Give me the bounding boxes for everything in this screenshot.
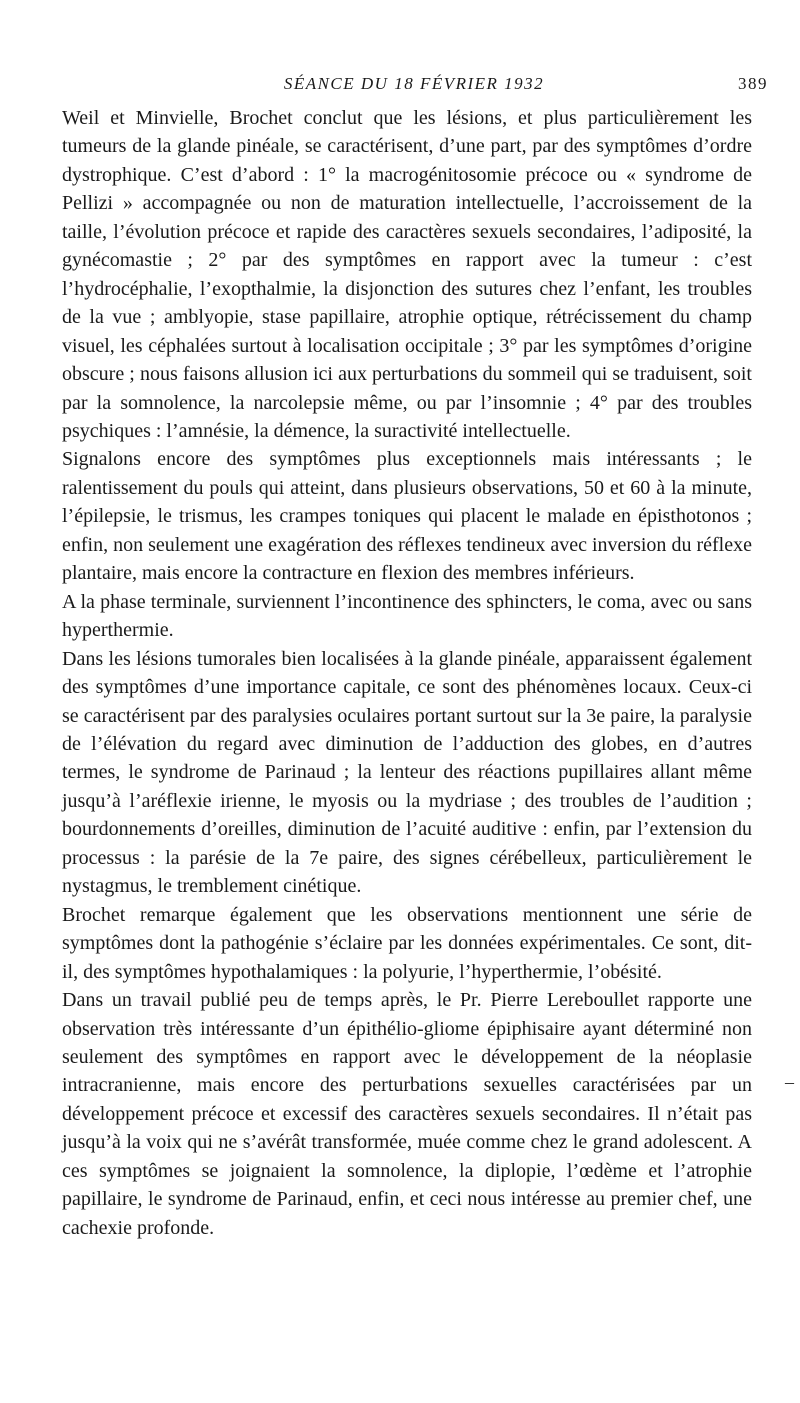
body-text (62, 104, 752, 1242)
paragraph-1: Weil et Minvielle, Brochet conclut que les lésions, et plus particulièrement les tumeurs de la glande pinéale, se caractérisent, d’une part, par des symptômes d’ordre dystrophique. C’est d’abord : 1° la macrogénitosomie précoce ou « syndrome de Pellizi » accompagnée ou non de maturation intellectuelle, l’accroissement de la taille, l’évolution précoce et rapide des caractères sexuels secondaires, l’adiposité, la gynécomastie ; 2° par des symptômes en rapport avec la tumeur : c’est l’hydrocéphalie, l’exopthalmie, la disjonction des sutures chez l’enfant, les troubles de la vue ; amblyopie, stase papillaire, atrophie optique, rétrécissement du champ visuel, les céphalées surtout à localisation occipitale ; 3° par les symptômes d’origine obscure ; nous faisons allusion ici aux perturbations du sommeil qui se traduisent, soit par la somnolence, la narcolepsie même, ou par l’insomnie ; 4° par des troubles psychiques : l’amnésie, la démence, la suractivité intellectuelle. (62, 107, 752, 442)
margin-dash-mark: – (785, 1072, 794, 1092)
paragraph-6: Dans un travail publié peu de temps après, le Pr. Pierre Lereboullet rapporte une observation très intéressante d’un épithélio-gliome épiphisaire ayant déterminé non seulement des symptômes en rapport avec le développement de la néoplasie intracranienne, mais encore des perturbations sexuelles caractérisées par un développement précoce et excessif des caractères sexuels secondaires. Il n’était pas jusqu’à la voix qui ne s’avérât transformée, muée comme chez le grand adolescent. A ces symptômes se joignaient la somnolence, la diplopie, l’œdème et l’atrophie papillaire, le syndrome de Parinaud, enfin, et ceci nous intéresse au premier chef, une cachexie profonde. (62, 989, 752, 1239)
paragraph-2: Signalons encore des symptômes plus exceptionnels mais intéressants ; le ralentissement du pouls qui atteint, dans plusieurs observations, 50 et 60 à la minute, l’épilepsie, le trismus, les crampes toniques qui placent le malade en épisthotonos ; enfin, non seulement une exagération des réflexes tendineux avec inversion du réflexe plantaire, mais encore la contracture en flexion des membres inférieurs. (62, 448, 752, 585)
paragraph-4: Dans les lésions tumorales bien localisées à la glande pinéale, apparaissent également des symptômes d’une importance capitale, ce sont des phénomènes locaux. Ceux-ci se caractérisent par des paralysies oculaires portant surtout sur la 3e paire, la paralysie de l’élévation du regard avec diminution de l’adduction des globes, en d’autres termes, le syndrome de Parinaud ; la lenteur des réactions pupillaires allant même jusqu’à l’aréflexie irienne, le myosis ou la mydriase ; des troubles de l’audition ; bourdonnements d’oreilles, diminution de l’acuité auditive : enfin, par l’extension du processus : la parésie de la 7e paire, des signes cérébelleux, particulièrement le nystagmus, le tremblement cinétique. (62, 647, 752, 898)
paragraph-3: A la phase terminale, surviennent l’incontinence des sphincters, le coma, avec ou sans hyperthermie. (62, 590, 752, 642)
running-head (60, 74, 768, 98)
running-title: SÉANCE DU 18 FÉVRIER 1932 (283, 74, 545, 93)
page-number: 389 (738, 74, 768, 93)
paragraph-5: Brochet remarque également que les observations mentionnent une série de symptômes dont la pathogénie s’éclaire par les données expérimentales. Ce sont, dit-il, des symptômes hypothalamiques : la polyurie, l’hyperthermie, l’obésité. (62, 903, 752, 983)
